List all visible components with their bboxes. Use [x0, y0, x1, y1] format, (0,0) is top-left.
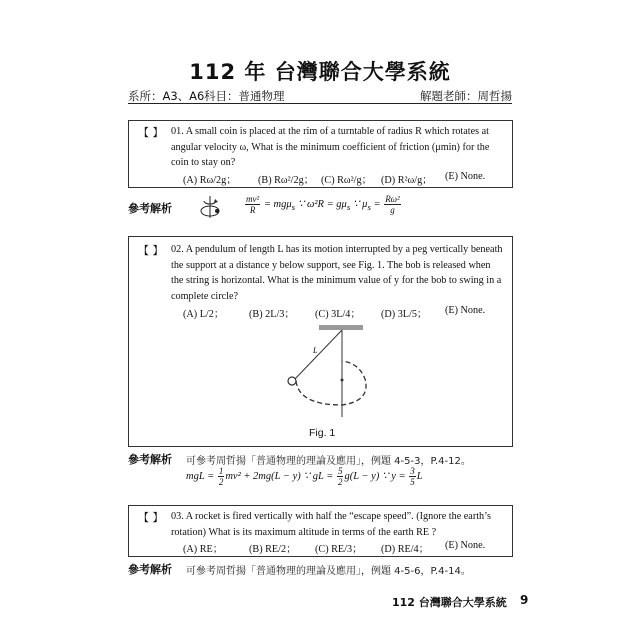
peg	[341, 379, 344, 382]
question-1-box	[128, 120, 513, 188]
question-1-text: 01. A small coin is placed at the rim of a turntable of radius R which rotates at angular velocity ω, What is the minimum coefficient of friction (μmin) for the coin to stay on?	[171, 126, 490, 168]
option-a: (A) L/2；	[183, 309, 225, 320]
option-d: (D) RE/4；	[381, 544, 429, 555]
option-b: (B) Rω²/2g；	[258, 175, 314, 186]
option-c: (C) RE/3；	[315, 544, 363, 555]
option-d: (D) 3L/5；	[381, 309, 428, 320]
option-d: (D) R²ω/g；	[381, 175, 433, 186]
dept-label: 系所：A3、A6	[128, 89, 205, 103]
option-e: (E) None.	[445, 305, 486, 316]
reference-label: 參考解析	[128, 563, 172, 576]
header-divider	[128, 103, 512, 104]
length-label: L	[313, 346, 318, 355]
figure-caption: Fig. 1	[309, 427, 336, 439]
reference-label: 參考解析	[128, 453, 172, 466]
turntable-icon	[198, 194, 222, 220]
option-b: (B) 2L/3；	[249, 309, 295, 320]
option-c: (C) Rω²/g；	[321, 175, 372, 186]
option-a: (A) Rω/2g；	[183, 175, 237, 186]
option-b: (B) RE/2；	[249, 544, 297, 555]
footer-title: 112 台灣聯合大學系統	[392, 596, 507, 609]
option-c: (C) 3L/4；	[315, 309, 361, 320]
option-a: (A) RE；	[183, 544, 223, 555]
answer-bracket: 【 】	[138, 244, 164, 257]
reference-2-equation: mgL = $\frac{1}{2}$ mv² + 2mg(L − y) ∵ gL = $\frac{5}{2}$ g(L − y) ∵ y = $\frac{3}{5}$ L	[186, 466, 423, 487]
support-bar	[319, 325, 363, 330]
subject-label: 科目：普通物理	[204, 89, 285, 103]
question-3-text: 03. A rocket is fired vertically with half the “escape speed”. (Ignore the earth’s rotation) What is its maximum altitude in terms of the earth RE ?	[171, 511, 491, 538]
question-2-text: 02. A pendulum of length L has its motion interrupted by a peg vertically beneath the support at a distance y below support, see Fig. 1. The bob is released when the string is horizontal. What is the minimum value of y for the bob to swing in a complete circle?	[171, 244, 503, 302]
pendulum-figure	[279, 325, 379, 430]
question-2-box	[128, 236, 513, 447]
page-title: 112 年 台灣聯合大學系統	[189, 60, 451, 84]
answer-bracket: 【 】	[138, 511, 164, 524]
reference-label: 參考解析	[128, 202, 172, 215]
reference-3-text: 可參考周哲揚「普通物理的理論及應用」，例題 4-5-6，P.4-14。	[186, 566, 471, 577]
answer-bracket: 【 】	[138, 126, 164, 139]
teacher-label: 解題老師：周哲揚	[420, 89, 512, 103]
question-3-box	[128, 505, 513, 557]
page-number: 9	[520, 593, 529, 607]
pendulum-bob	[288, 377, 296, 385]
reference-1-equation: $\frac{\text{mv²}}{R}$ = mgμ$_s$ ∵ $\omega^2R = g\mu_s$ ∵ $\mu_s$ = $\frac{\text{Rω²}}{g}$	[246, 194, 400, 215]
pendulum-string	[294, 330, 342, 380]
option-e: (E) None.	[445, 171, 486, 182]
reference-2-text: 可參考周哲揚「普通物理的理論及應用」，例題 4-5-3，P.4-12。	[186, 456, 471, 467]
option-e: (E) None.	[445, 540, 486, 551]
